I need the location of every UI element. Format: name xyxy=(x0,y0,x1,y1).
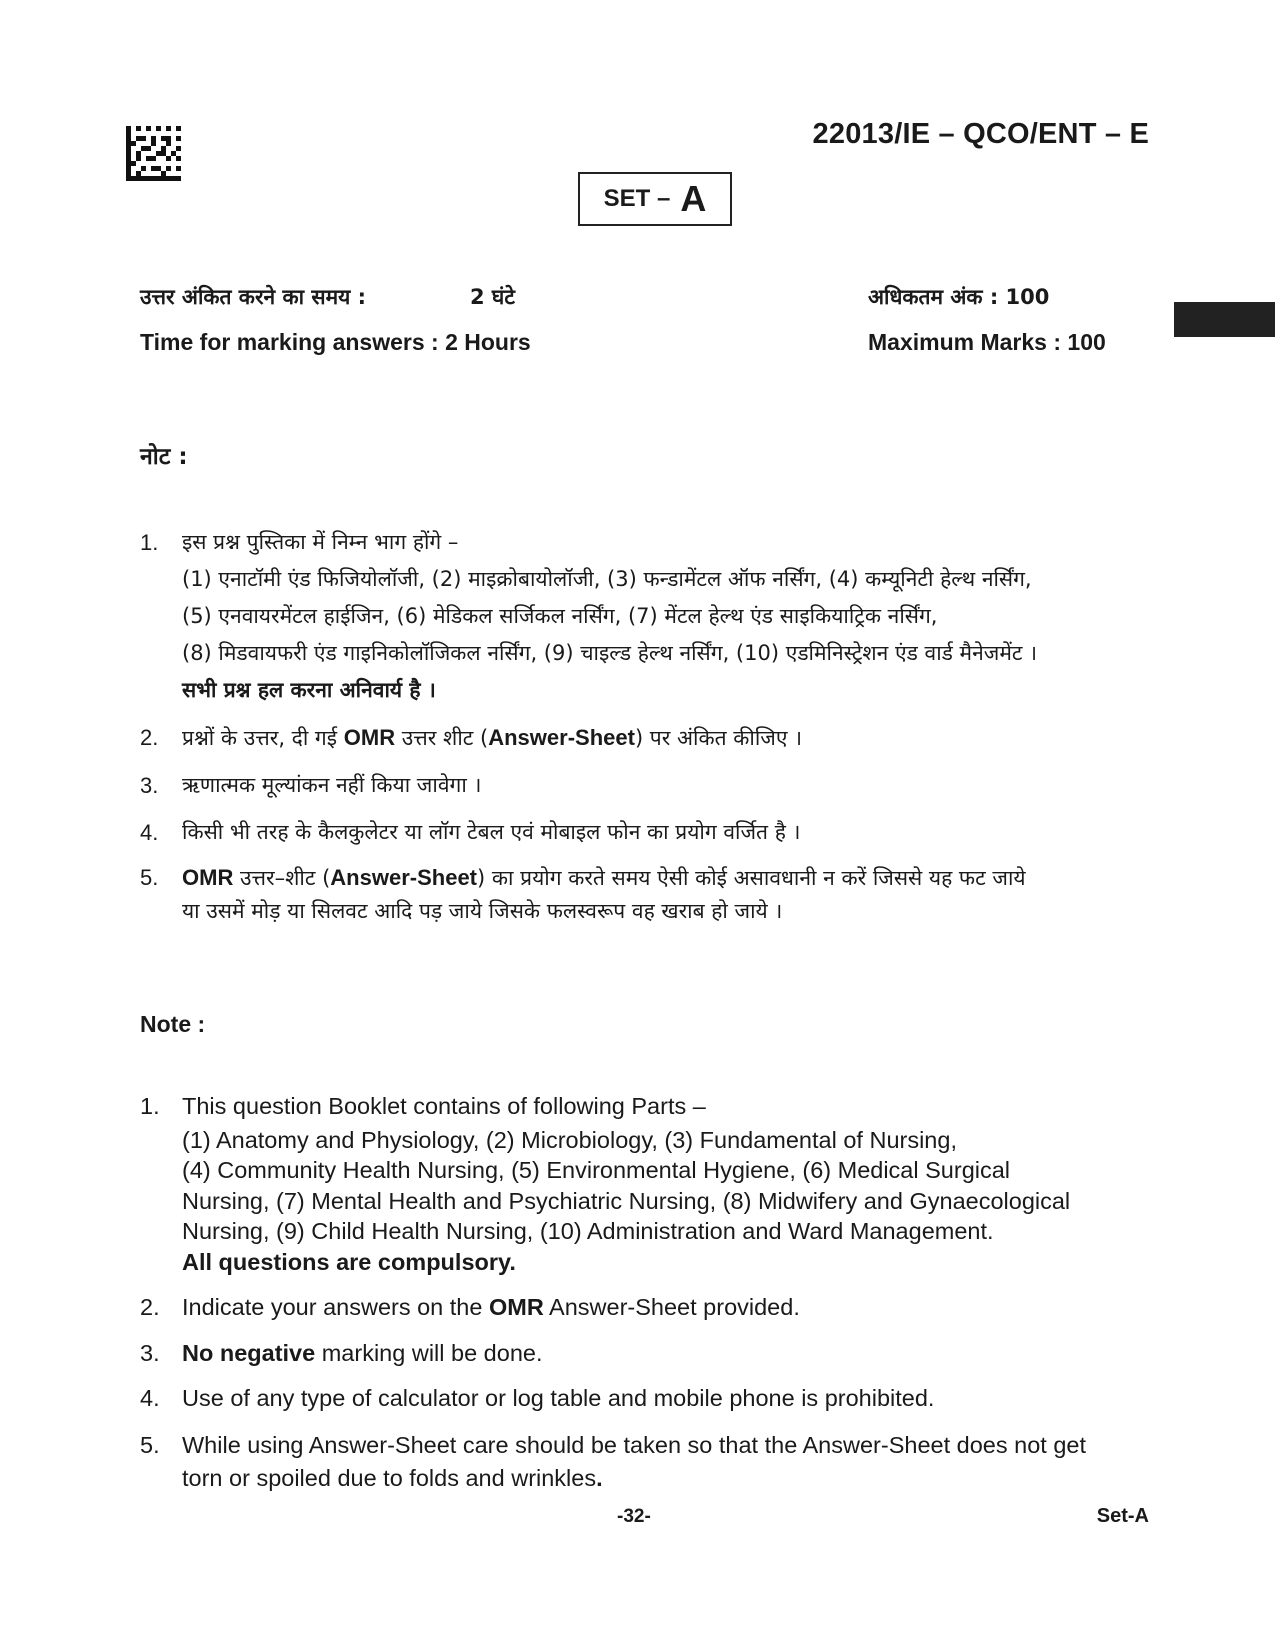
list-item: 5. OMR उत्तर–शीट (Answer-Sheet) का प्रयोग करते समय ऐसी कोई असावधानी न करें जिससे यह फट जाये या उसमें मोड़ या सिलवट आदि पड़ जाये जिसके फलस्वरूप वह खराब हो जाये । xyxy=(140,865,1026,923)
list-item: 2. प्रश्नों के उत्तर, दी गई OMR उत्तर शीट (Answer-Sheet) पर अंकित कीजिए । xyxy=(140,725,803,750)
hindi-notes-list xyxy=(140,524,1140,938)
list-item: 4. Use of any type of calculator or log table and mobile phone is prohibited. xyxy=(140,1385,935,1411)
max-marks-hindi: अधिकतम अंक : 100 xyxy=(868,285,1050,309)
list-item: 1. This question Booklet contains of following Parts – (1) Anatomy and Physiology, (2) Microbiology, (3) Fundamental of Nursing, (4) Community Health Nursing, (5) Environmental Hygiene, (6) Medical Surgical Nursing, (7) Mental Health and Psychiatric Nursing, (8) Midwifery and Gynaecological Nursing, (9) Child Health Nursing, (10) Administration and Ward Management. All questions are compulsory. xyxy=(140,1093,1071,1275)
time-english: Time for marking answers : 2 Hours xyxy=(140,329,531,355)
max-marks-english: Maximum Marks : 100 xyxy=(868,329,1106,355)
list-item: 4. किसी भी तरह के कैलकुलेटर या लॉग टेबल एवं मोबाइल फोन का प्रयोग वर्जित है । xyxy=(140,820,801,845)
list-item: 1. इस प्रश्न पुस्तिका में निम्न भाग होंगे – (1) एनाटॉमी एंड फिजियोलॉजी, (2) माइक्रोबायोलॉजी, (3) फन्डामेंटल ऑफ नर्सिंग, (4) कम्यूनिटी हेल्थ नर्सिंग, (5) एनवायरमेंटल हाईजिन, (6) मेडिकल सर्जिकल नर्सिंग, (7) मेंटल हेल्थ एंड साइकियाट्रिक नर्सिंग, (8) मिडवायफरी एंड गाइनिकोलॉजिकल नर्सिंग, (9) चाइल्ड हेल्थ नर्सिंग, (10) एडमिनिस्ट्रेशन एंड वार्ड मैनेजमेंट । सभी प्रश्न हल करना अनिवार्य है । xyxy=(140,530,1038,702)
english-notes-list xyxy=(140,1091,1140,1510)
qr-code-icon xyxy=(126,126,181,181)
edge-marker xyxy=(1174,302,1275,337)
set-box xyxy=(578,172,732,226)
hindi-note-heading: नोट : xyxy=(140,444,188,470)
list-item: 2. Indicate your answers on the OMR Answer-Sheet provided. xyxy=(140,1294,800,1320)
footer-set-label: Set-A xyxy=(1096,1505,1149,1527)
set-label: SET – xyxy=(603,185,671,212)
english-note-heading: Note : xyxy=(140,1011,206,1037)
list-item: 3. ऋणात्मक मूल्यांकन नहीं किया जावेगा । xyxy=(140,773,482,798)
set-value: A xyxy=(680,178,707,219)
paper-code: 22013/IE – QCO/ENT – E xyxy=(812,118,1149,150)
time-value-hindi: 2 घंटे xyxy=(470,285,515,309)
time-label-hindi: उत्तर अंकित करने का समय : xyxy=(140,285,367,309)
page-number: -32- xyxy=(617,1506,651,1527)
list-item: 3. No negative marking will be done. xyxy=(140,1339,543,1366)
list-item: 5. While using Answer-Sheet care should be taken so that the Answer-Sheet does not get torn or spoiled due to folds and wrinkles. xyxy=(140,1431,1086,1491)
